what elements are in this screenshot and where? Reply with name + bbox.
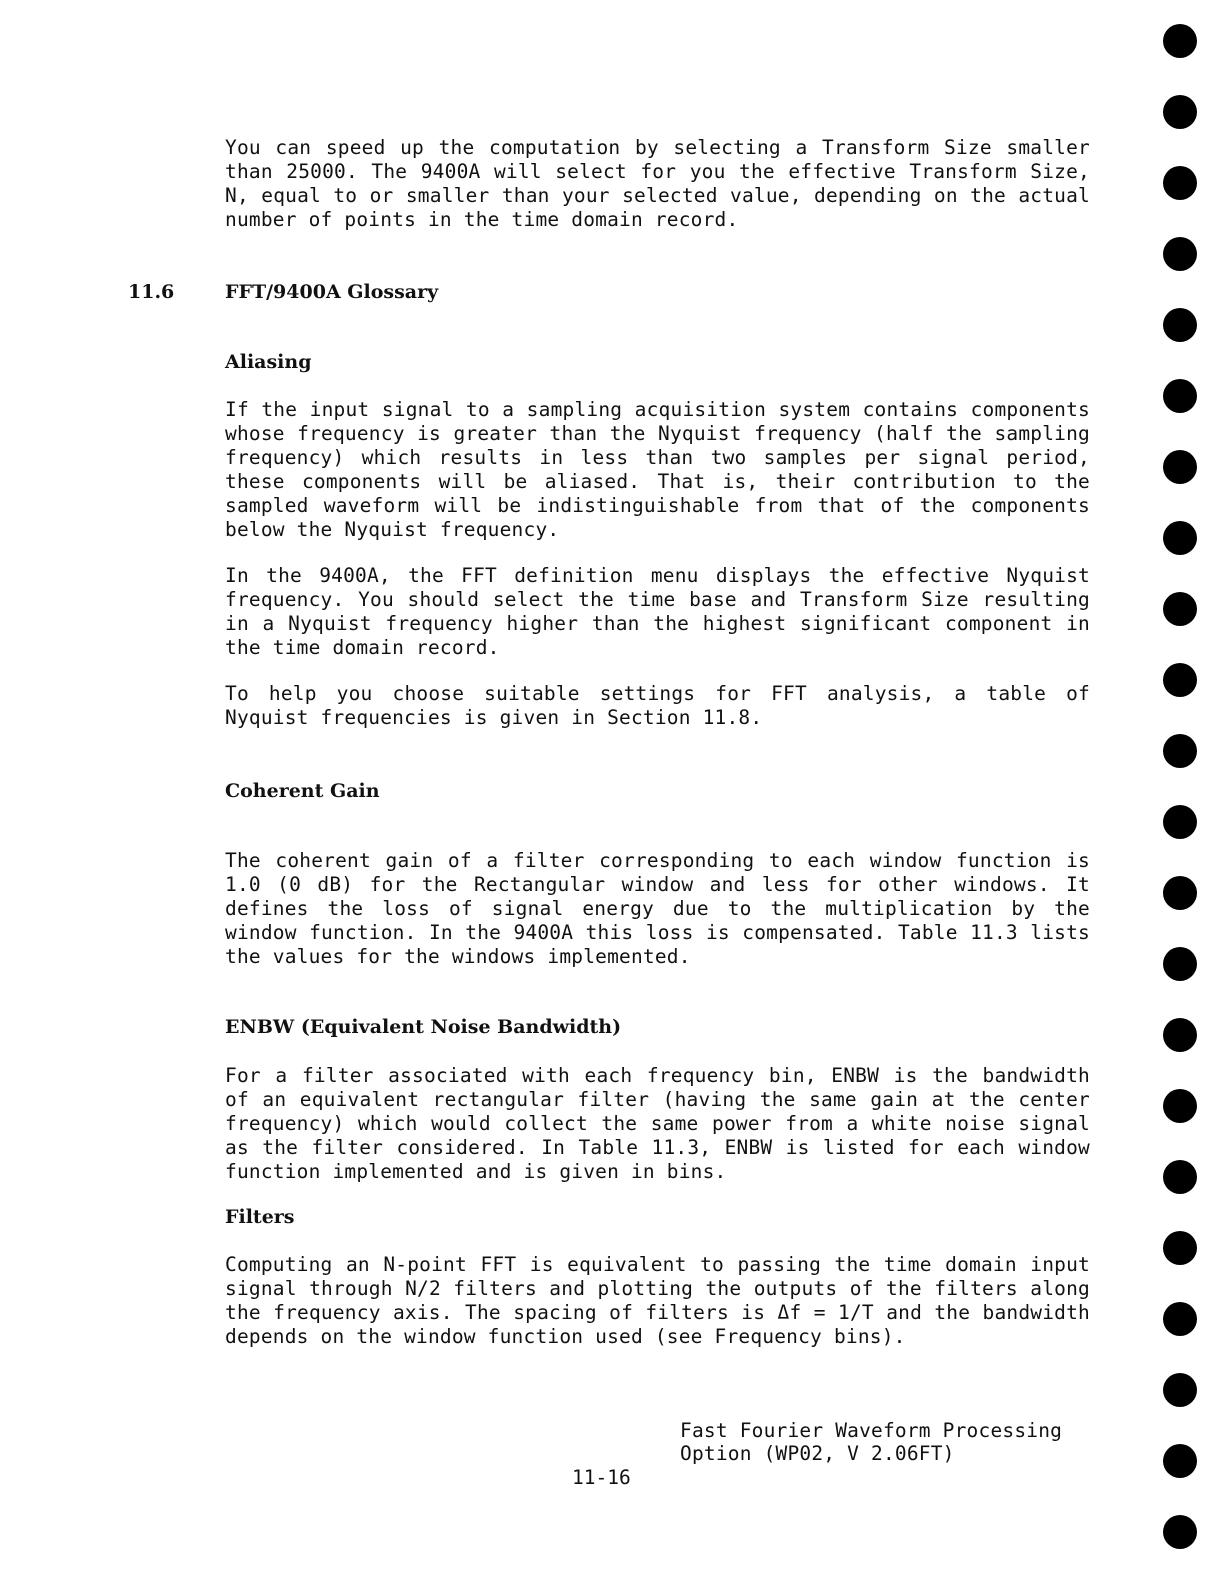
binder-hole: [1163, 521, 1197, 555]
aliasing-heading: Aliasing: [225, 351, 312, 373]
aliasing-paragraph-1: If the input signal to a sampling acquisition system contains components whose frequency is greater than the Nyquist frequency (half the sampling frequency) which results in less than two samples per signal period, these components will be aliased. That is, their contribution to the sampled waveform will be indistinguishable from that of the components below the Nyquist frequency.: [225, 398, 1102, 541]
binder-hole: [1163, 1160, 1197, 1194]
binder-hole: [1163, 450, 1197, 484]
binder-hole: [1163, 876, 1197, 910]
binder-hole: [1163, 1018, 1197, 1052]
binder-hole: [1163, 805, 1197, 839]
intro-paragraph: You can speed up the computation by selecting a Transform Size smaller than 25000. The 9400A will select for you the effective Transform Size, N, equal to or smaller than your selected value, depending on the actual number of points in the time domain record.: [225, 136, 1102, 231]
page-number: 11-16: [572, 1466, 631, 1489]
binder-hole: [1163, 1302, 1197, 1336]
binder-hole: [1163, 1444, 1197, 1478]
binder-hole: [1163, 308, 1197, 342]
binder-hole: [1163, 24, 1197, 58]
binder-hole: [1163, 95, 1197, 129]
binder-hole: [1163, 237, 1197, 271]
binder-holes: [1163, 0, 1199, 1572]
coherent-gain-paragraph: The coherent gain of a filter corresponding to each window function is 1.0 (0 dB) for the Rectangular window and less for other windows. It defines the loss of signal energy due to the multiplication by the window function. In the 9400A this loss is compensated. Table 11.3 lists the values for the windows implemented.: [225, 849, 1102, 968]
section-title: FFT/9400A Glossary: [225, 281, 439, 303]
binder-hole: [1163, 1231, 1197, 1265]
binder-hole: [1163, 592, 1197, 626]
filters-heading: Filters: [225, 1206, 295, 1228]
binder-hole: [1163, 947, 1197, 981]
binder-hole: [1163, 379, 1197, 413]
section-number: 11.6: [128, 281, 175, 303]
binder-hole: [1163, 1089, 1197, 1123]
binder-hole: [1163, 1515, 1197, 1549]
binder-hole: [1163, 1373, 1197, 1407]
coherent-gain-heading: Coherent Gain: [225, 780, 380, 802]
footer-title: Fast Fourier Waveform Processing Option (WP02, V 2.06FT): [680, 1419, 1063, 1465]
binder-hole: [1163, 663, 1197, 697]
binder-hole: [1163, 734, 1197, 768]
enbw-heading: ENBW (Equivalent Noise Bandwidth): [225, 1016, 622, 1038]
enbw-paragraph: For a filter associated with each frequency bin, ENBW is the bandwidth of an equivalent rectangular filter (having the same gain at the center frequency) which would collect the same power from a white noise signal as the filter considered. In Table 11.3, ENBW is listed for each window function implemented and is given in bins.: [225, 1064, 1102, 1183]
filters-paragraph: Computing an N-point FFT is equivalent to passing the time domain input signal through N/2 filters and plotting the outputs of the filters along the frequency axis. The spacing of filters is Δf = 1/T and the bandwidth depends on the window function used (see Frequency bins).: [225, 1253, 1102, 1348]
aliasing-paragraph-3: To help you choose suitable settings for FFT analysis, a table of Nyquist frequencies is given in Section 11.8.: [225, 682, 1102, 729]
aliasing-paragraph-2: In the 9400A, the FFT definition menu displays the effective Nyquist frequency. You should select the time base and Transform Size resulting in a Nyquist frequency higher than the highest significant component in the time domain record.: [225, 564, 1102, 659]
binder-hole: [1163, 166, 1197, 200]
